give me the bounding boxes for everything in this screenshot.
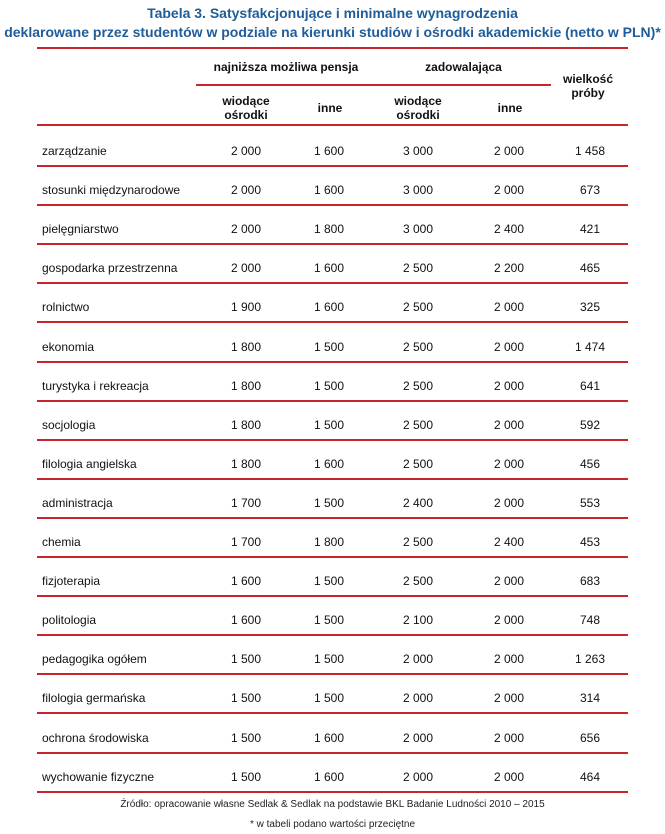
cell-min-leading: 1 800	[230, 379, 262, 393]
header-sat-leading: wiodące ośrodki	[394, 94, 442, 122]
row-label: chemia	[42, 535, 81, 549]
cell-min-other: 1 800	[313, 535, 345, 549]
cell-min-leading: 1 500	[230, 731, 262, 745]
row-rule	[37, 752, 628, 754]
cell-sat-leading: 2 000	[402, 731, 434, 745]
footnote: * w tabeli podano wartości przeciętne	[249, 819, 416, 830]
table-subtitle: deklarowane przez studentów w podziale na kierunki studiów i ośrodki akademickie (netto w PLN)*	[4, 24, 661, 40]
row-label: rolnictwo	[42, 300, 90, 314]
cell-sat-other: 2 000	[493, 183, 525, 197]
row-label: socjologia	[42, 418, 96, 432]
header-min-leading: wiodące ośrodki	[222, 94, 270, 122]
cell-sat-leading: 2 500	[402, 300, 434, 314]
cell-sat-other: 2 000	[493, 691, 525, 705]
header-min-other: inne	[317, 101, 343, 115]
cell-sample-size: 1 263	[574, 652, 606, 666]
row-label: administracja	[42, 496, 113, 510]
cell-sat-leading: 2 000	[402, 770, 434, 784]
cell-min-other: 1 500	[313, 379, 345, 393]
row-rule	[37, 321, 628, 323]
cell-min-other: 1 600	[313, 770, 345, 784]
cell-min-leading: 1 500	[230, 652, 262, 666]
cell-sat-leading: 2 500	[402, 340, 434, 354]
cell-min-leading: 1 600	[230, 574, 262, 588]
row-label: fizjoterapia	[42, 574, 101, 588]
row-label: zarządzanie	[42, 144, 107, 158]
cell-sample-size: 453	[579, 535, 601, 549]
cell-sat-leading: 2 500	[402, 457, 434, 471]
row-label: filologia germańska	[42, 691, 146, 705]
cell-sat-other: 2 000	[493, 457, 525, 471]
row-rule	[37, 517, 628, 519]
cell-sat-other: 2 400	[493, 222, 525, 236]
cell-sat-leading: 2 100	[402, 613, 434, 627]
cell-sat-other: 2 000	[493, 496, 525, 510]
cell-sample-size: 656	[579, 731, 601, 745]
cell-sat-other: 2 200	[493, 261, 525, 275]
row-rule	[37, 791, 628, 793]
cell-min-leading: 1 600	[230, 613, 262, 627]
row-label: gospodarka przestrzenna	[42, 261, 178, 275]
cell-sat-other: 2 000	[493, 652, 525, 666]
cell-min-other: 1 500	[313, 418, 345, 432]
cell-sample-size: 465	[579, 261, 601, 275]
header-sample-size: wielkość próby	[562, 72, 614, 100]
cell-sample-size: 553	[579, 496, 601, 510]
cell-sat-leading: 2 500	[402, 418, 434, 432]
source-note: Źródło: opracowanie własne Sedlak & Sedlak na podstawie BKL Badanie Ludności 2010 – 2015	[120, 799, 545, 810]
cell-sat-other: 2 000	[493, 300, 525, 314]
table-title: Tabela 3. Satysfakcjonujące i minimalne wynagrodzenia	[147, 5, 518, 21]
cell-min-leading: 1 800	[230, 457, 262, 471]
cell-min-other: 1 800	[313, 222, 345, 236]
cell-min-leading: 1 800	[230, 418, 262, 432]
row-rule	[37, 400, 628, 402]
row-rule	[37, 439, 628, 441]
cell-min-leading: 1 500	[230, 770, 262, 784]
header-satisfying: zadowalająca	[425, 60, 502, 74]
cell-min-leading: 1 800	[230, 340, 262, 354]
cell-min-other: 1 500	[313, 496, 345, 510]
cell-sat-leading: 3 000	[402, 183, 434, 197]
cell-sat-leading: 3 000	[402, 144, 434, 158]
cell-sat-leading: 2 400	[402, 496, 434, 510]
cell-sat-leading: 2 500	[402, 574, 434, 588]
cell-sample-size: 456	[579, 457, 601, 471]
row-label: wychowanie fizyczne	[42, 770, 155, 784]
cell-sat-other: 2 000	[493, 340, 525, 354]
cell-min-other: 1 600	[313, 261, 345, 275]
row-rule	[37, 243, 628, 245]
cell-min-other: 1 600	[313, 457, 345, 471]
cell-sat-other: 2 400	[493, 535, 525, 549]
row-label: turystyka i rekreacja	[42, 379, 149, 393]
row-rule	[37, 361, 628, 363]
cell-sat-other: 2 000	[493, 770, 525, 784]
cell-sat-leading: 2 000	[402, 652, 434, 666]
cell-min-leading: 2 000	[230, 183, 262, 197]
cell-sat-other: 2 000	[493, 731, 525, 745]
row-rule	[37, 282, 628, 284]
cell-min-other: 1 600	[313, 183, 345, 197]
cell-sample-size: 314	[579, 691, 601, 705]
cell-min-leading: 1 700	[230, 496, 262, 510]
cell-min-other: 1 500	[313, 652, 345, 666]
cell-min-other: 1 500	[313, 691, 345, 705]
row-rule	[37, 634, 628, 636]
row-label: pedagogika ogółem	[42, 652, 147, 666]
row-label: ekonomia	[42, 340, 95, 354]
cell-min-leading: 1 900	[230, 300, 262, 314]
row-rule	[37, 595, 628, 597]
cell-sample-size: 592	[579, 418, 601, 432]
cell-sat-leading: 2 500	[402, 535, 434, 549]
row-rule	[37, 673, 628, 675]
cell-min-leading: 2 000	[230, 144, 262, 158]
row-rule	[37, 712, 628, 714]
header-min-salary: najniższa możliwa pensja	[213, 60, 359, 74]
header-bottom-rule	[37, 124, 628, 126]
cell-sat-leading: 2 500	[402, 261, 434, 275]
cell-sample-size: 325	[579, 300, 601, 314]
cell-sat-other: 2 000	[493, 379, 525, 393]
cell-sat-leading: 3 000	[402, 222, 434, 236]
cell-min-leading: 1 500	[230, 691, 262, 705]
cell-min-leading: 2 000	[230, 222, 262, 236]
cell-min-other: 1 600	[313, 731, 345, 745]
header-group-rule	[196, 84, 551, 86]
row-label: ochrona środowiska	[42, 731, 149, 745]
cell-sample-size: 1 458	[574, 144, 606, 158]
cell-min-other: 1 500	[313, 613, 345, 627]
cell-sample-size: 748	[579, 613, 601, 627]
cell-sample-size: 641	[579, 379, 601, 393]
cell-sat-other: 2 000	[493, 574, 525, 588]
cell-sample-size: 464	[579, 770, 601, 784]
cell-min-leading: 1 700	[230, 535, 262, 549]
cell-sat-other: 2 000	[493, 418, 525, 432]
row-rule	[37, 165, 628, 167]
cell-sat-other: 2 000	[493, 144, 525, 158]
cell-min-other: 1 500	[313, 340, 345, 354]
cell-sample-size: 1 474	[574, 340, 606, 354]
row-label: stosunki międzynarodowe	[42, 183, 181, 197]
row-rule	[37, 478, 628, 480]
cell-sample-size: 421	[579, 222, 601, 236]
row-rule	[37, 556, 628, 558]
cell-sat-other: 2 000	[493, 613, 525, 627]
header-sat-other: inne	[497, 101, 523, 115]
row-label: pielęgniarstwo	[42, 222, 119, 236]
cell-min-other: 1 600	[313, 300, 345, 314]
cell-sample-size: 683	[579, 574, 601, 588]
header-top-rule	[37, 47, 628, 49]
cell-sample-size: 673	[579, 183, 601, 197]
cell-min-other: 1 600	[313, 144, 345, 158]
cell-min-other: 1 500	[313, 574, 345, 588]
row-rule	[37, 204, 628, 206]
row-label: politologia	[42, 613, 97, 627]
cell-min-leading: 2 000	[230, 261, 262, 275]
cell-sat-leading: 2 500	[402, 379, 434, 393]
row-label: filologia angielska	[42, 457, 137, 471]
cell-sat-leading: 2 000	[402, 691, 434, 705]
